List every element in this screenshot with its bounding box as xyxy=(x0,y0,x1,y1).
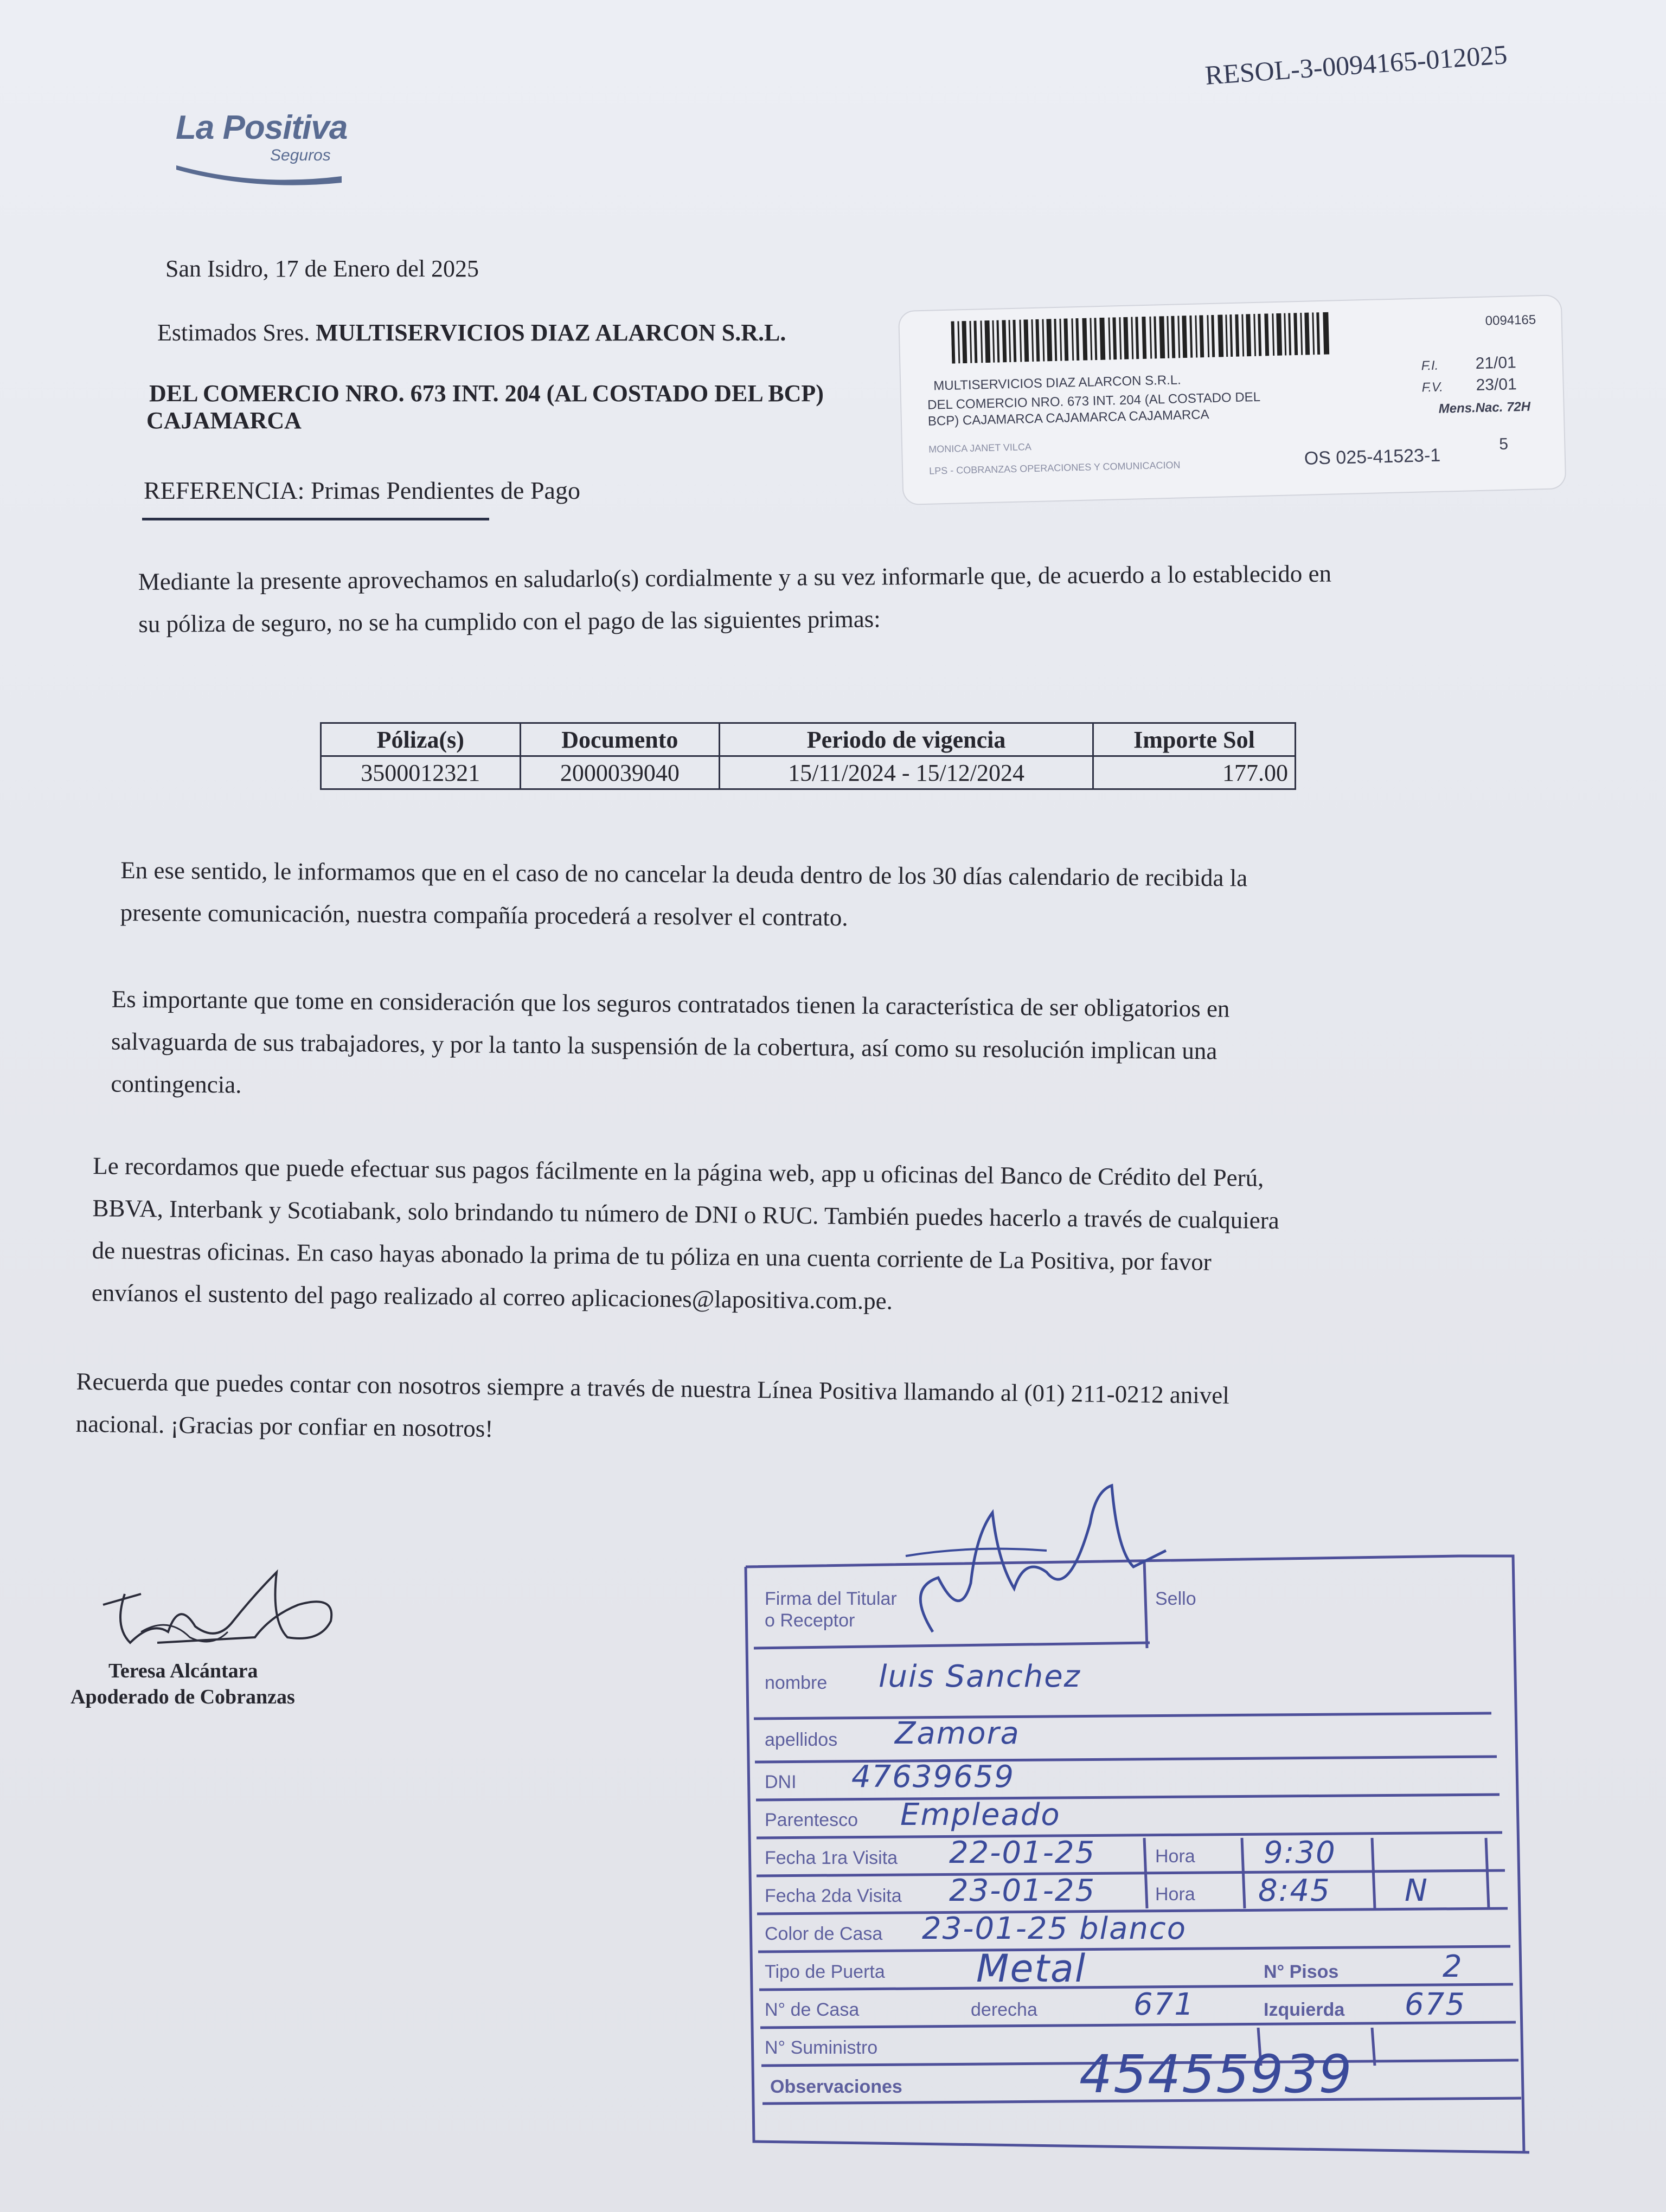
premiums-table xyxy=(320,722,1296,790)
logo-swoosh-icon xyxy=(174,160,347,187)
value-izquierda: 675 xyxy=(1405,1987,1466,2022)
delivery-stamp-form xyxy=(743,1480,1540,2163)
label-nombre: nombre xyxy=(765,1673,828,1693)
value-derecha: 671 xyxy=(1133,1987,1195,2022)
value-suministro: 45455939 xyxy=(1079,2044,1353,2105)
logo-sub: Seguros xyxy=(270,146,331,164)
label-nro-casa: N° de Casa xyxy=(765,1999,860,2020)
label-fv-value: 23/01 xyxy=(1476,375,1517,395)
label-fi-label: F.I. xyxy=(1421,358,1439,374)
value-hora1: 9:30 xyxy=(1264,1835,1336,1870)
label-count: 5 xyxy=(1498,435,1509,454)
para5-line-2: nacional. ¡Gracias por confiar en nosotros! xyxy=(75,1410,494,1443)
para4-line-1: Le recordamos que puede efectuar sus pagos fácilmente en la página web, app u oficinas del Banco de Crédito del Perú, xyxy=(93,1152,1264,1192)
label-hora1: Hora xyxy=(1155,1846,1195,1867)
para2-line-1: En ese sentido, le informamos que en el caso de no cancelar la deuda dentro de los 30 días calendario de recibida la xyxy=(120,856,1248,892)
value-tipo: Metal xyxy=(976,1946,1087,1991)
para3-line-2: salvaguarda de sus trabajadores, y por la tanto la suspensión de la cobertura, así como su resolución implican una xyxy=(111,1027,1218,1065)
intro-paragraph xyxy=(138,551,1537,645)
header-poliza: Póliza(s) xyxy=(321,723,521,756)
paragraph-3 xyxy=(111,978,1533,1117)
label-fecha2: Fecha 2da Visita xyxy=(765,1886,902,1906)
paragraph-5 xyxy=(75,1360,1519,1462)
para3-line-3: contingencia. xyxy=(111,1070,242,1098)
value-apellidos: Zamora xyxy=(895,1716,1020,1751)
value-nombre: luis Sanchez xyxy=(879,1659,1081,1694)
label-izquierda: Izquierda xyxy=(1264,1999,1345,2020)
header-documento: Documento xyxy=(520,723,720,756)
greeting-prefix: Estimados Sres. xyxy=(157,319,310,346)
cell-importe: 177.00 xyxy=(1093,756,1295,789)
para4-line-3: de nuestras oficinas. En caso hayas abonado la prima de tu póliza en una cuenta corriente de La Positiva, por favor xyxy=(92,1237,1212,1276)
para3-line-1: Es importante que tome en consideración que los seguros contratados tienen la característica de ser obligatorios en xyxy=(111,985,1230,1023)
signature-image xyxy=(92,1561,353,1664)
value-pisos: 2 xyxy=(1443,1949,1463,1984)
header-importe: Importe Sol xyxy=(1093,723,1295,756)
label-department: LPS - COBRANZAS OPERACIONES Y COMUNICACION xyxy=(928,459,1181,477)
greeting xyxy=(157,319,786,346)
courier-label xyxy=(899,295,1565,504)
label-contact: MONICA JANET VILCA xyxy=(928,441,1032,455)
label-os-number: OS 025-41523-1 xyxy=(1304,445,1441,469)
label-pisos: N° Pisos xyxy=(1264,1962,1339,1982)
value-color: 23-01-25 blanco xyxy=(922,1911,1187,1946)
signatory-name: Teresa Alcántara xyxy=(108,1660,258,1682)
value-hora2: 8:45 xyxy=(1258,1873,1331,1908)
value-hora2-suffix: N xyxy=(1405,1873,1428,1908)
place-date: San Isidro, 17 de Enero del 2025 xyxy=(165,255,479,282)
cell-periodo: 15/11/2024 - 15/12/2024 xyxy=(720,756,1093,789)
para4-line-4: envíanos el sustento del pago realizado al correo aplicaciones@lapositiva.com.pe. xyxy=(91,1279,893,1315)
label-firma: Firma del Titular xyxy=(765,1589,897,1609)
table-header-row xyxy=(321,723,1296,756)
value-fecha2: 23-01-25 xyxy=(949,1873,1096,1908)
logo-name: La Positiva xyxy=(176,109,348,146)
label-suministro: N° Suministro xyxy=(765,2037,878,2058)
reference-underline xyxy=(142,518,489,520)
label-address-1: DEL COMERCIO NRO. 673 INT. 204 (AL COSTADO DEL xyxy=(927,389,1261,413)
label-fecha1: Fecha 1ra Visita xyxy=(765,1848,898,1868)
label-fv-label: F.V. xyxy=(1421,380,1444,395)
cell-poliza: 3500012321 xyxy=(321,756,521,789)
label-color: Color de Casa xyxy=(765,1924,883,1944)
label-recipient: MULTISERVICIOS DIAZ ALARCON S.R.L. xyxy=(933,372,1182,394)
resolution-code: RESOL-3-0094165-012025 xyxy=(1204,39,1508,91)
intro-line-2: su póliza de seguro, no se ha cumplido con el pago de las siguientes primas: xyxy=(138,605,881,638)
label-tipo: Tipo de Puerta xyxy=(765,1962,885,1982)
barcode-icon xyxy=(951,312,1331,364)
label-address-2: BCP) CAJAMARCA CAJAMARCA CAJAMARCA xyxy=(927,407,1209,429)
para4-line-2: BBVA, Interbank y Scotiabank, solo brindando tu número de DNI o RUC. También puedes hacerlo a través de cualquiera xyxy=(92,1194,1280,1234)
label-dni: DNI xyxy=(765,1772,797,1792)
label-apellidos: apellidos xyxy=(765,1729,838,1750)
para2-line-2: presente comunicación, nuestra compañía procederá a resolver el contrato. xyxy=(120,898,848,931)
reference-line: REFERENCIA: Primas Pendientes de Pago xyxy=(144,477,580,504)
signatory-role: Apoderado de Cobranzas xyxy=(71,1686,295,1708)
value-parentesco: Empleado xyxy=(900,1797,1061,1832)
value-fecha1: 22-01-25 xyxy=(949,1835,1096,1870)
label-code: 0094165 xyxy=(1485,312,1536,329)
para5-line-1: Recuerda que puedes contar con nosotros siempre a través de nuestra Línea Positiva llamando al (01) 211-0212 anivel xyxy=(76,1367,1230,1409)
label-derecha: derecha xyxy=(971,1999,1037,2020)
label-hora2: Hora xyxy=(1155,1884,1195,1905)
address-line-2: CAJAMARCA xyxy=(146,407,302,434)
label-sello: Sello xyxy=(1155,1589,1196,1609)
address-line-1: DEL COMERCIO NRO. 673 INT. 204 (AL COSTADO DEL BCP) xyxy=(149,380,824,407)
table-row xyxy=(321,756,1296,789)
label-receptor: o Receptor xyxy=(765,1610,855,1631)
label-service: Mens.Nac. 72H xyxy=(1438,399,1531,416)
label-observaciones: Observaciones xyxy=(770,2076,902,2097)
intro-line-1: Mediante la presente aprovechamos en saludarlo(s) cordialmente y a su vez informarle que, de acuerdo a lo establecido en xyxy=(138,560,1332,596)
company-logo xyxy=(174,108,358,190)
recipient-name: MULTISERVICIOS DIAZ ALARCON S.R.L. xyxy=(316,319,786,346)
label-parentesco: Parentesco xyxy=(765,1810,858,1830)
label-fi-value: 21/01 xyxy=(1475,353,1517,373)
header-periodo: Periodo de vigencia xyxy=(720,723,1093,756)
paragraph-4 xyxy=(91,1144,1524,1329)
value-dni: 47639659 xyxy=(851,1759,1015,1795)
paragraph-2 xyxy=(120,849,1530,943)
cell-documento: 2000039040 xyxy=(520,756,720,789)
